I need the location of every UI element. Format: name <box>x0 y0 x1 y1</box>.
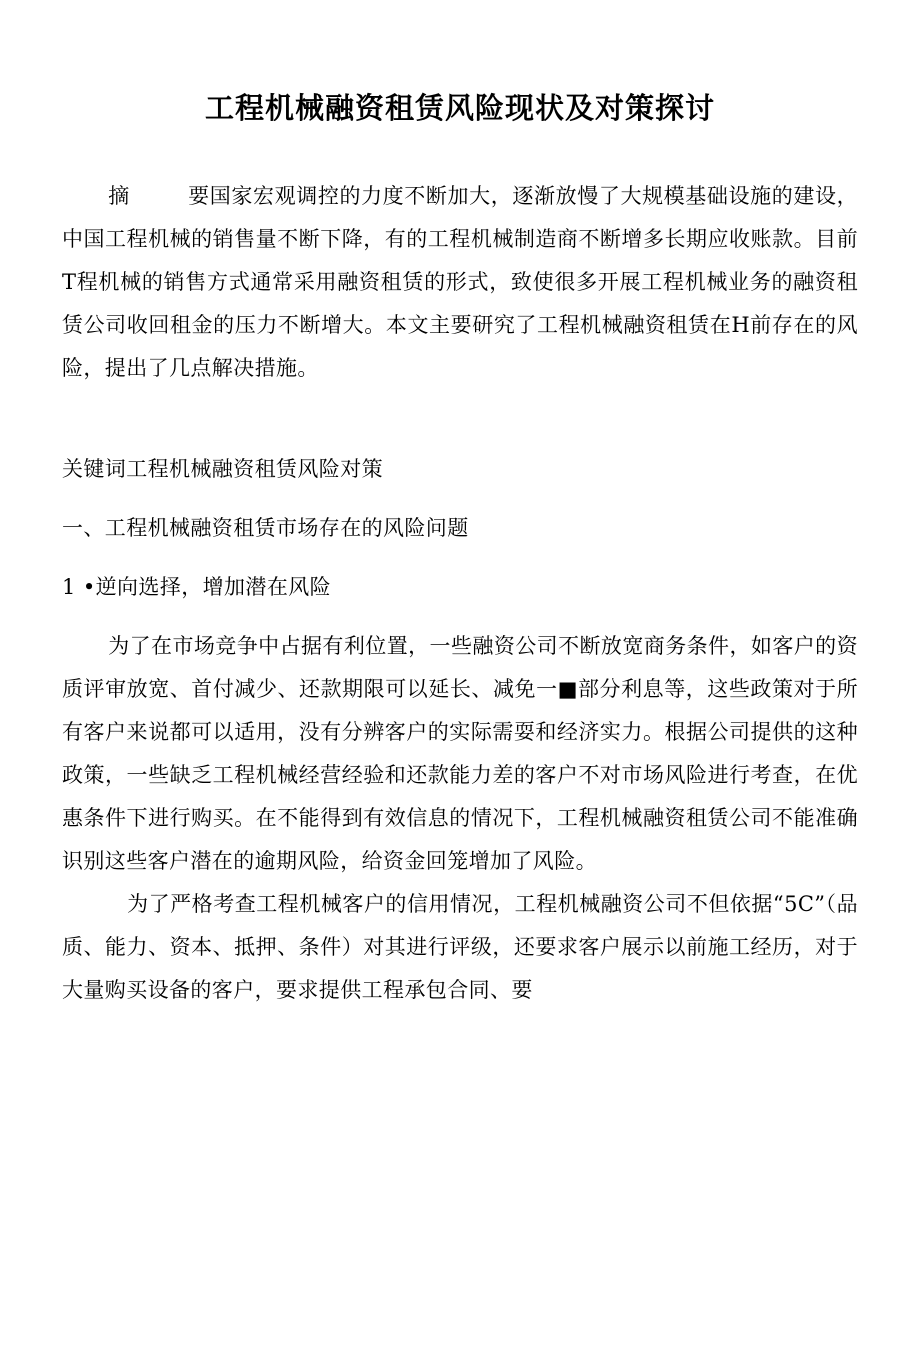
abstract-text: 国家宏观调控的力度不断加大，逐渐放慢了大规模基础设施的建设，中国工程机械的销售量不断下降，有的工程机械制造商不断增多长期应收账款。目前T程机械的销售方式通常采用融资租赁的形式，致使很多开展工程机械业务的融资租赁公司收回租金的压力不断增大。本文主要研究了工程机械融资租赁在H前存在的风险，提出了几点解决措施。 <box>62 183 859 380</box>
abstract-label: 摘 <box>108 183 130 208</box>
subsection-spacer <box>62 609 858 625</box>
subsection-heading: 1 •逆向选择，增加潜在风险 <box>62 574 332 599</box>
section-heading: 一、工程机械融资租赁市场存在的风险问题 <box>62 515 469 540</box>
body-paragraph-1: 为了在市场竞争中占据有利位置，一些融资公司不断放宽商务条件，如客户的资质评审放宽、首付减少、还款期限可以延长、减免一■部分利息等，这些政策对于所有客户来说都可以适用，没有分辨客户的实际需耍和经济实力。根据公司提供的这种政策，一些缺乏工程机械经营经验和还款能力差的客户不对市场风险进行考查，在优惠条件下进行购买。在不能得到有效信息的情况下，工程机械融资租赁公司不能准确识别这些客户潜在的逾期风险，给资金回笼增加了风险。 <box>62 633 858 874</box>
block-spacer <box>62 390 858 448</box>
abstract-block <box>62 175 858 390</box>
keywords-line: 关键词工程机械融资租赁风险对策 <box>62 456 383 481</box>
section-spacer <box>62 550 858 566</box>
abstract-paragraph <box>62 175 858 390</box>
abstract-label-second: 要 <box>188 183 210 208</box>
page-title: 工程机械融资租赁风险现状及对策探讨 <box>204 91 715 125</box>
keywords-spacer <box>62 491 858 507</box>
body-paragraph-2: 为了严格考查工程机械客户的信用情况，工程机械融资公司不但依据“5C”（品质、能力、资本、抵押、条件）对其进行评级，还要求客户展示以前施工经历，对于大量购买设备的客户，要求提供工程承包合同、要 <box>62 892 858 1003</box>
